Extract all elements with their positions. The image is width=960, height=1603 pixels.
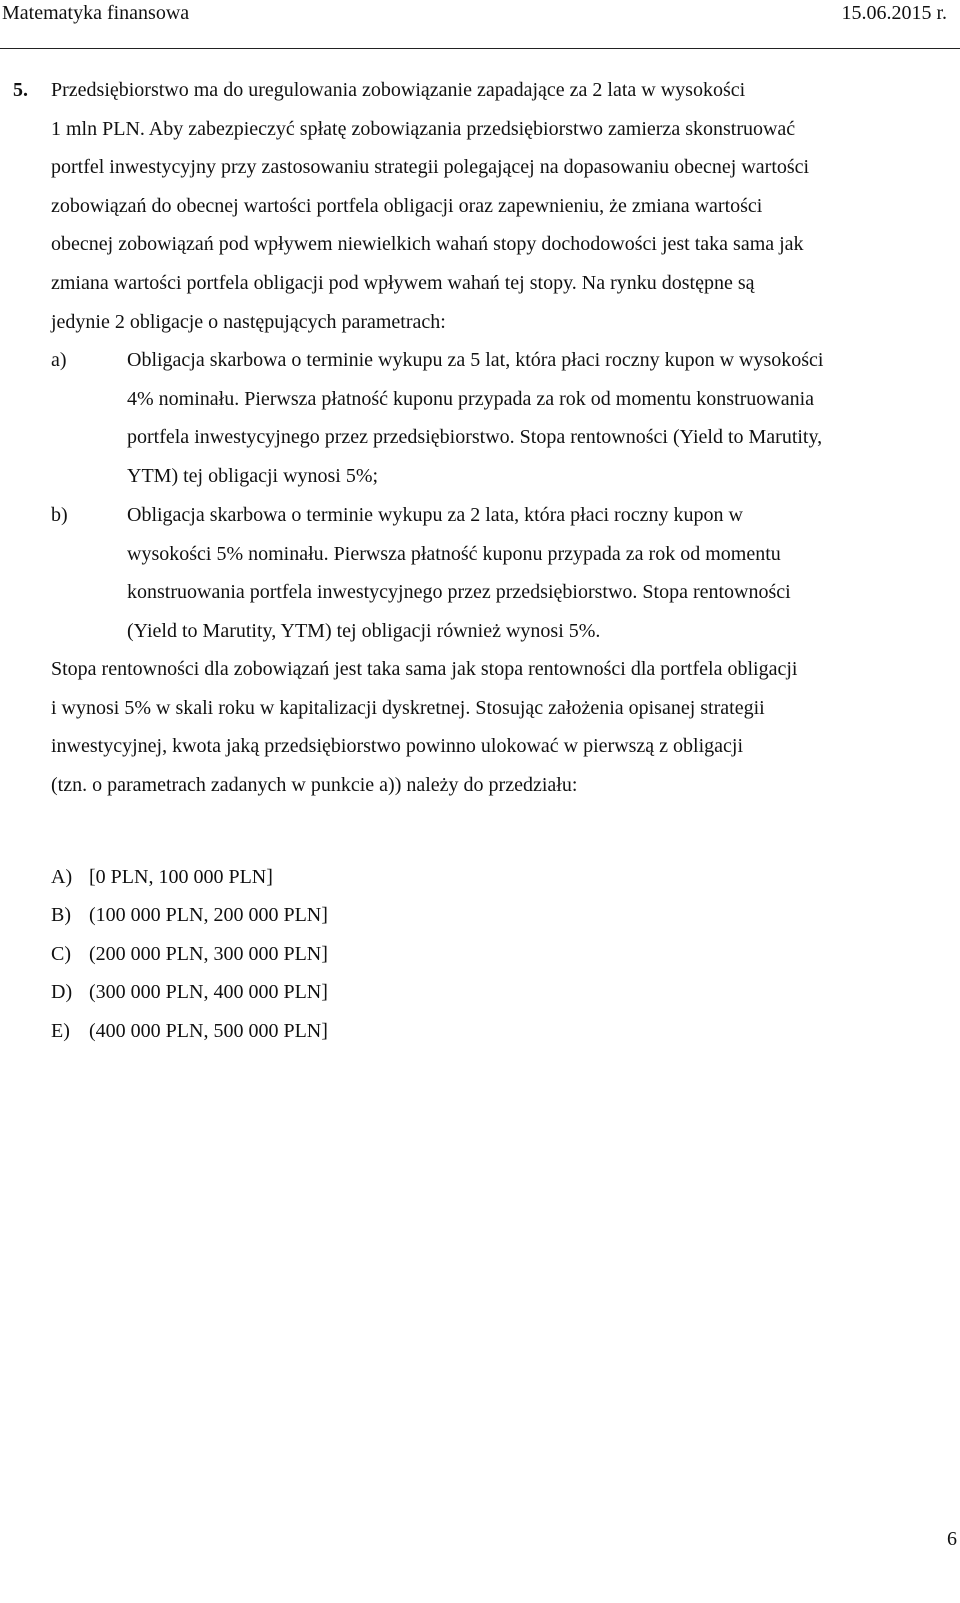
answer-value: (200 000 PLN, 300 000 PLN] [89, 942, 328, 965]
answer-option-e[interactable] [51, 1012, 551, 1050]
option-line: 4% nominału. Pierwsza płatność kuponu przypada za rok od momentu konstruowania [127, 387, 815, 410]
option-label: a) [51, 349, 67, 371]
option-line: Obligacja skarbowa o terminie wykupu za 5 lat, która płaci roczny kupon w wysokości [127, 349, 824, 371]
conclusion-line: Stopa rentowności dla zobowiązań jest taka sama jak stopa rentowności dla portfela obligacji [51, 658, 798, 680]
answer-value: [0 PLN, 100 000 PLN] [89, 866, 273, 888]
page-header [0, 0, 960, 52]
option-line: wysokości 5% nominału. Pierwsza płatność kuponu przypada za rok od momentu [127, 542, 781, 565]
answer-option-c[interactable] [51, 935, 551, 973]
intro-line: zobowiązań do obecnej wartości portfela obligacji oraz zapewnieniu, że zmiana wartości [51, 194, 763, 217]
answer-option-d[interactable] [51, 973, 551, 1011]
conclusion-line: i wynosi 5% w skali roku w kapitalizacji dyskretnej. Stosując założenia opisanej strategii [51, 696, 765, 719]
answer-list [51, 858, 551, 1050]
intro-line: Przedsiębiorstwo ma do uregulowania zobowiązanie zapadające za 2 lata w wysokości [51, 79, 746, 101]
intro-line: obecnej zobowiązań pod wpływem niewielkich wahań stopy dochodowości jest taka sama jak [51, 233, 804, 256]
option-line: YTM) tej obligacji wynosi 5%; [127, 464, 379, 487]
answer-option-b[interactable] [51, 896, 551, 934]
question-conclusion [51, 650, 941, 804]
answer-label: E) [51, 1019, 70, 1042]
option-label: b) [51, 504, 68, 526]
conclusion-line: inwestycyjnej, kwota jaką przedsiębiorstwo powinno ulokować w pierwszą z obligacji [51, 735, 744, 758]
intro-line: portfel inwestycyjny przy zastosowaniu strategii polegającej na dopasowaniu obecnej wartości [51, 156, 810, 179]
option-line: (Yield to Marutity, YTM) tej obligacji również wynosi 5%. [127, 619, 601, 642]
question-intro [51, 71, 941, 341]
answer-value: (100 000 PLN, 200 000 PLN] [89, 904, 328, 927]
answer-label: B) [51, 904, 71, 927]
option-line: portfela inwestycyjnego przez przedsiębiorstwo. Stopa rentowności (Yield to Marutity, [127, 426, 823, 449]
intro-line: 1 mln PLN. Aby zabezpieczyć spłatę zobowiązania przedsiębiorstwo zamierza skonstruować [51, 117, 796, 140]
header-title: Matematyka finansowa [2, 2, 190, 24]
page-number: 6 [947, 1528, 957, 1550]
header-rule [0, 48, 960, 49]
answer-label: D) [51, 981, 73, 1004]
answer-label: C) [51, 942, 71, 965]
option-text [127, 341, 947, 495]
answer-option-a[interactable] [51, 858, 551, 896]
header-date: 15.06.2015 r. [841, 2, 947, 24]
answer-value: (400 000 PLN, 500 000 PLN] [89, 1019, 328, 1042]
answer-value: (300 000 PLN, 400 000 PLN] [89, 981, 328, 1004]
intro-line: zmiana wartości portfela obligacji pod wpływem wahań tej stopy. Na rynku dostępne są [51, 271, 755, 294]
intro-line: jedynie 2 obligacje o następujących parametrach: [51, 310, 446, 333]
option-line: Obligacja skarbowa o terminie wykupu za 2 lata, która płaci roczny kupon w [127, 504, 743, 526]
conclusion-line: (tzn. o parametrach zadanych w punkcie a)) należy do przedziału: [51, 773, 578, 796]
answer-label: A) [51, 866, 73, 888]
option-line: konstruowania portfela inwestycyjnego przez przedsiębiorstwo. Stopa rentowności [127, 581, 791, 604]
question-number: 5. [13, 79, 28, 101]
option-text [127, 496, 947, 650]
